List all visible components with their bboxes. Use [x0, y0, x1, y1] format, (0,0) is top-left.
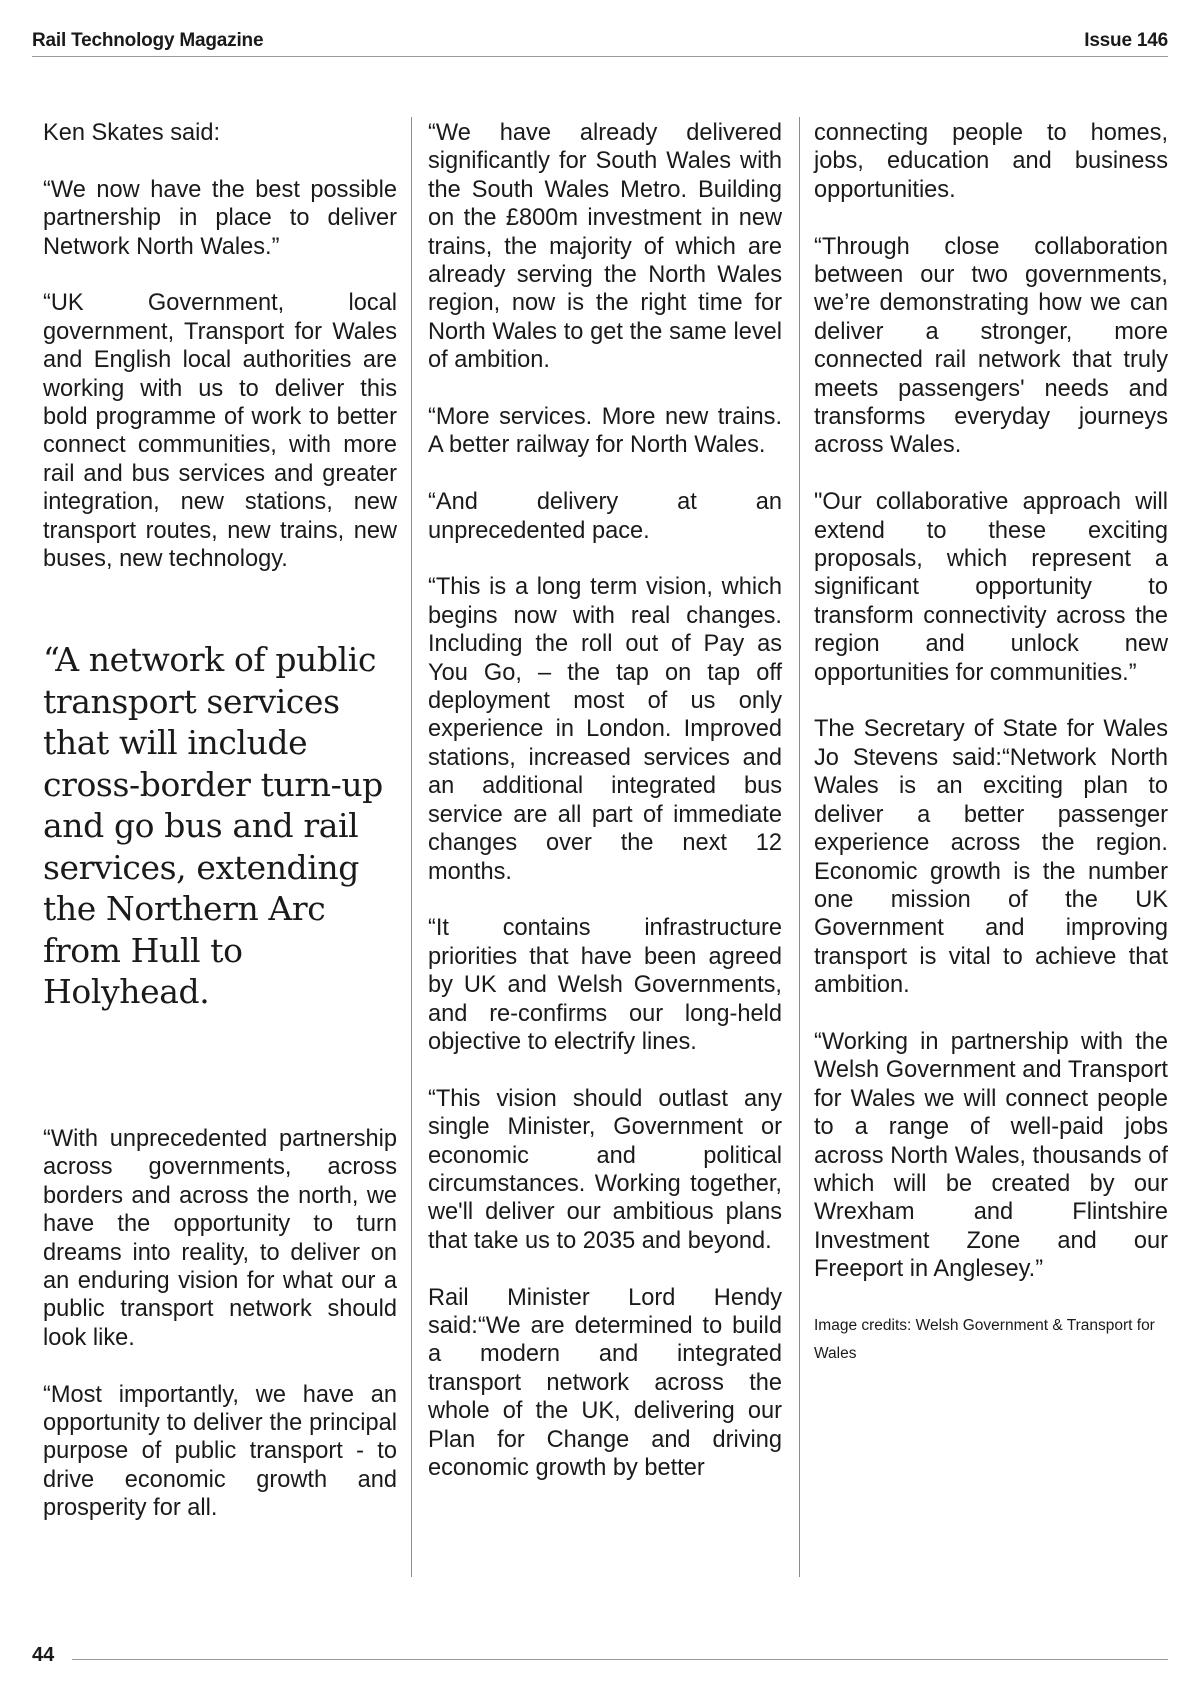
article-column-3: [814, 119, 1168, 1369]
page-number: 44: [32, 1644, 55, 1666]
paragraph: “With unprecedented partnership across governments, across borders and across the north, we have the opportunity to turn dreams into reality, to deliver on an enduring vision for what our a public transport network should look like.: [43, 1125, 397, 1351]
publication-title: Rail Technology Magazine: [32, 30, 264, 51]
paragraph: “This is a long term vision, which begins now with real changes. Including the roll out of Pay as You Go, – the tap on tap off deployment most of us only experience in London. Improved stations, increased services and an additional integrated bus service are all part of immediate changes over the next 12 months.: [428, 574, 782, 885]
image-credits: Image credits: Welsh Government & Transport for Wales: [814, 1316, 1155, 1363]
paragraph: “This vision should outlast any single Minister, Government or economic and political circumstances. Working together, we'll deliver our ambitious plans that take us to 2035 and beyond.: [428, 1085, 782, 1254]
article-column-1: [43, 119, 397, 1523]
paragraph: The Secretary of State for Wales Jo Stevens said:“Network North Wales is an exciting plan to deliver a better passenger experience across the region. Economic growth is the number one mission of the UK Government and improving transport is vital to achieve that ambition.: [814, 716, 1168, 999]
paragraph: "Our collaborative approach will extend to these exciting proposals, which represent a significant opportunity to transform connectivity across the region and unlock new opportunities for communities.”: [814, 489, 1168, 686]
paragraph: Rail Minister Lord Hendy said:“We are determined to build a modern and integrated transport network across the whole of the UK, delivering our Plan for Change and driving economic growth by better: [428, 1284, 782, 1481]
paragraph: “We now have the best possible partnership in place to deliver Network North Wales.”: [43, 176, 397, 260]
page-header: [32, 26, 1168, 57]
paragraph: “Working in partnership with the Welsh Government and Transport for Wales we will connect people to a range of well-paid jobs across North Wales, thousands of which will be created by our Wrexham and Flintshire Investment Zone and our Freeport in Anglesey.”: [814, 1028, 1168, 1283]
article-column-2: [428, 119, 782, 1482]
column-divider: [411, 117, 412, 1577]
issue-number: Issue 146: [1084, 30, 1168, 51]
paragraph: “We have already delivered significantly for South Wales with the South Wales Metro. Building on the £800m investment in new trains, the majority of which are already serving the North Wales region, now is the right time for North Wales to get the same level of ambition.: [428, 120, 782, 374]
paragraph: “And delivery at an unprecedented pace.: [428, 489, 782, 544]
paragraph: “More services. More new trains. A better railway for North Wales.: [428, 404, 782, 459]
footer-rule: [72, 1659, 1168, 1660]
pull-quote: “A network of public transport services that will include cross-border turn-up and go bus and rail services, extending the Northern Arc from Hull to Holyhead.: [43, 640, 383, 1012]
paragraph: “It contains infrastructure priorities that have been agreed by UK and Welsh Governments, and re-confirms our long-held objective to electrify lines.: [428, 915, 782, 1055]
column-divider: [799, 117, 800, 1577]
paragraph: connecting people to homes, jobs, education and business opportunities.: [814, 120, 1168, 203]
paragraph: “Through close collaboration between our two governments, we’re demonstrating how we can deliver a stronger, more connected rail network that truly meets passengers' needs and transforms everyday journeys across Wales.: [814, 233, 1168, 459]
page-footer: [32, 1644, 1168, 1674]
paragraph: “UK Government, local government, Transport for Wales and English local authorities are working with us to deliver this bold programme of work to better connect communities, with more rail and bus services and greater integration, new stations, new transport routes, new trains, new buses, new technology.: [43, 290, 397, 573]
paragraph: Ken Skates said:: [43, 120, 221, 146]
paragraph: “Most importantly, we have an opportunity to deliver the principal purpose of public transport - to drive economic growth and prosperity for all.: [43, 1381, 397, 1522]
